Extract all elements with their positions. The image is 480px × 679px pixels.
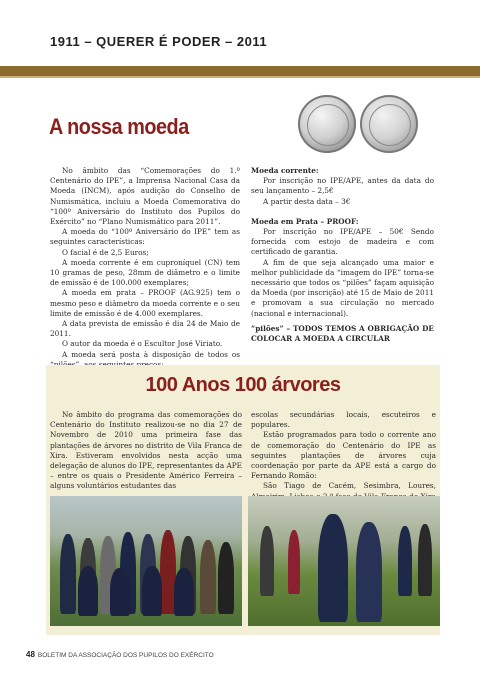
page-number: 48: [26, 650, 35, 659]
group-photo: [50, 496, 242, 626]
publication-name: BOLETIM DA ASSOCIAÇÃO DOS PUPILOS DO EXÉRCITO: [37, 652, 214, 659]
paragraph: A fim de que seja alcançado uma maior e melhor publicidade da “imagem do IPE” torna-se necessário que todos os “pilões” façam aquisição da Moeda (por inscrição) até 15 de Maio de 2011 e promovam a sua circulação no mercado (nacional e internacional).: [251, 257, 434, 318]
header-bar: [0, 66, 480, 76]
article-headline-coin: A nossa moeda: [49, 114, 189, 139]
header-bar-accent: [0, 76, 480, 78]
subheading-moeda-corrente: Moeda corrente:: [251, 166, 319, 175]
page-footer: [26, 650, 214, 659]
paragraph: No âmbito do programa das comemorações do Centenário do Instituto realizou-se no dia 27 de Novembro de 2010 uma primeira fase das plantações de árvores no distrito de Vila Franca de Xira. Estiveram envolvidos nesta acção uma delegação de alunos do IPE, representantes da APE – entre os quais o Presidente Américo Ferreira – alguns voluntários estudantes das: [50, 410, 242, 491]
paragraph: São Tiago de Cacém, Sesimbra, Loures,: [263, 481, 436, 491]
paragraph: Por inscrição no IPE/APE – 50€ Sendo fornecida com estojo de madeira e com certificado de garantia.: [251, 227, 434, 257]
paragraph: Por inscrição no IPE/APE, antes da data do seu lançamento – 2,5€: [251, 176, 434, 196]
page-header: [0, 0, 480, 60]
paragraph: Estão programados para todo o corrente ano de comemoração do Centenário do IPE as seguintes plantações de árvores cuja coordenação por parte da APE está a cargo do Fernando Romão:: [251, 430, 436, 481]
paragraph: A moeda corrente é em cuproníquel (CN) tem 10 gramas de peso, 28mm de diâmetro e o limite de emissão é de 100.000 exemplares;: [50, 257, 240, 288]
coin-image-back: [360, 95, 418, 153]
paragraph: O autor da moeda é o Escultor José Viriato.: [62, 339, 223, 349]
article2-column-1: [50, 410, 242, 492]
paragraph: A moeda em prata – PROOF (AG.925) tem o mesmo peso e diâmetro da moeda corrente e o seu limite de emissão é de 4.000 exemplares.: [50, 288, 240, 318]
subheading-moeda-prata: Moeda em Prata – PROOF:: [251, 216, 359, 226]
paragraph: escolas secundárias locais, escuteiros e populares.: [251, 410, 436, 430]
callout-text: “pilões” – TODOS TEMOS A OBRIGAÇÃO DE COLOCAR A MOEDA A CIRCULAR: [251, 323, 434, 344]
paragraph: A partir desta data – 3€: [263, 196, 351, 206]
article1-column-2: [251, 166, 434, 344]
paragraph: O facial é de 2,5 Euros;: [62, 247, 149, 257]
paragraph: No âmbito das “Comemorações do 1.º Centenário do IPE”, a Imprensa Nacional Casa da Moeda (INCM), após audição do Conselho de Numismática, incluiu a Moeda Comemorativa do “100º Aniversário do Instituto dos Pupilos do Exército” no “Plano Numismático para 2011”.: [50, 166, 240, 227]
header-title: 1911 – QUERER É PODER – 2011: [50, 34, 268, 49]
article-headline-trees: 100 Anos 100 árvores: [145, 374, 341, 396]
planting-photo: [248, 496, 440, 626]
article2-column-2: [251, 410, 436, 502]
paragraph: A moeda será posta à disposição de todos os: [62, 349, 240, 359]
article1-column-1: [50, 166, 240, 370]
paragraph: A data prevista de emissão é dia 24 de Maio de 2011.: [50, 319, 240, 339]
coin-image-front: [298, 95, 356, 153]
paragraph: A moeda do “100º Aniversário do IPE” tem as seguintes características:: [50, 227, 240, 247]
